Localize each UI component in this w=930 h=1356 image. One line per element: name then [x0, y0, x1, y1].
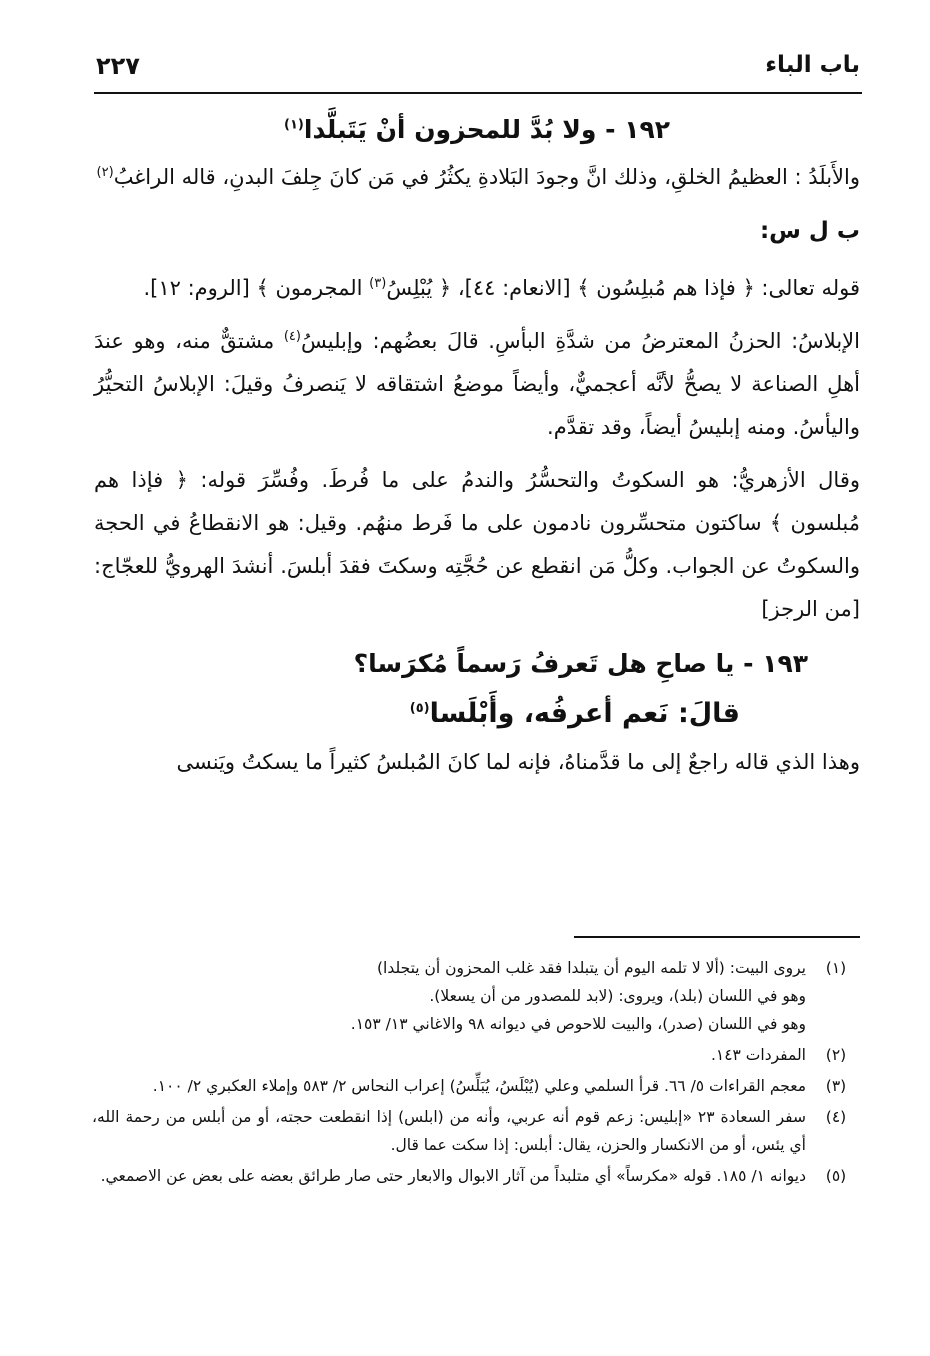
- iblas-paragraph-part-2: مشتقٌّ منه، وهو عندَ أهلِ الصناعة لا يصحُّ لأنَّه أعجميٌّ، وأيضاً موضعُ اشتقاقه لا يَنصرفُ وقيلَ: الإبلاسُ التحيُّرُ واليأسُ. ومنه إبليسُ أيضاً، وقد تقدَّم.: [94, 329, 860, 439]
- footnote-4: [92, 1103, 860, 1159]
- footnote-number: (١): [825, 959, 847, 977]
- running-head: [96, 52, 860, 92]
- header-divider: [94, 92, 862, 94]
- footnote-number: (٣): [825, 1077, 847, 1095]
- footnote-ref-2: (٢): [96, 165, 114, 180]
- footnote-number: (٥): [825, 1167, 847, 1185]
- entry-192-paragraph-text: والأَبلَدُ : العظيمُ الخلقِ، وذلك انَّ وجودَ البَلادةِ يكثُرُ في مَن كانَ جِلفَ البدنِ، قاله الراغبُ: [113, 165, 860, 189]
- footnote-ref-4: (٤): [283, 329, 301, 344]
- footnote-line: وهو في اللسان (صدر)، والبيت للاحوص في ديوانه ٩٨ والاغاني ١٣/ ١٥٣.: [350, 1015, 806, 1033]
- quran-paragraph-part-2: المجرمون ﴾ [الروم: ١٢].: [143, 276, 370, 300]
- footnote-number: (٤): [825, 1108, 847, 1126]
- footnote-2: [92, 1041, 860, 1069]
- footnote-ref-5: (٥): [409, 701, 430, 716]
- entry-193-verse-line-2-text: قالَ: نَعم أعرفُه، وأَبْلَسا: [429, 698, 740, 729]
- footnote-line: وهو في اللسان (بلد)، ويروى: (لابد للمصدور من أن يسعلا).: [429, 987, 806, 1005]
- iblas-paragraph-part-1: الإبلاسُ: الحزنُ المعترضُ من شدَّةِ البأسِ. قالَ بعضُهم: وإبليسُ: [300, 329, 860, 353]
- footnote-5: [92, 1162, 860, 1190]
- footnote-1: [92, 954, 860, 1038]
- entry-192-paragraph: [94, 156, 860, 199]
- azhari-paragraph: وقال الأزهريُّ: هو السكوتُ والتحسُّرُ والندمُ على ما فُرطَ. وفُسِّرَ قوله: ﴿ فإذا هم مُبلسون ﴾ ساكتون متحسِّرون نادمون على ما فَرط منهُم. وقيل: هو الانقطاعُ في الحجة والسكوتُ عن الجواب. وكلُّ مَن انقطع عن حُجَّتِه وسكتَ فقدَ أبلسَ. أنشدَ الهرويُّ للعجّاج: [من الرجز]: [94, 468, 860, 621]
- entry-193-verse-line-1: ١٩٣ - يا صاحِ هل تَعرفُ رَسماً مُكرَسا؟: [353, 649, 808, 678]
- footnote-line: معجم القراءات ٥/ ٦٦. قرأ السلمي وعلي (يُبْلَسُ، يُبَلِّسُ) إعراب النحاس ٢/ ٥٨٣ وإملاء العكبري ٢/ ١٠٠.: [152, 1077, 806, 1095]
- page-number: ٢٢٧: [96, 52, 140, 80]
- footnote-number: (٢): [825, 1046, 847, 1064]
- footnote-line: المفردات ١٤٣.: [710, 1046, 806, 1064]
- entry-193-verse-line-2: [94, 691, 740, 737]
- footnotes: [92, 954, 860, 1193]
- root-section-label: ب ل س:: [759, 218, 860, 244]
- main-text: [94, 108, 860, 794]
- footnote-3: [92, 1072, 860, 1100]
- footnote-ref-3: (٣): [369, 276, 387, 291]
- quran-paragraph-part-1: قوله تعالى: ﴿ فإذا هم مُبلِسُون ﴾ [الانعام: ٤٤]، ﴿ يُبْلِسُ: [386, 276, 860, 300]
- quran-paragraph: [94, 267, 860, 310]
- footnote-line: سفر السعادة ٢٣ «إبليس: زعم قوم أنه عربي، وأنه من (ابلس) إذا انقطعت حجته، أو من أبلس من رحمة الله، أي يئس، أو من الانكسار والحزن، يقال: أبلس: إذا سكت عما قال.: [92, 1108, 806, 1154]
- chapter-title: باب الباء: [765, 52, 860, 78]
- entry-192-heading: [94, 108, 860, 152]
- footnote-divider: [574, 936, 860, 938]
- iblas-paragraph: [94, 320, 860, 449]
- footnote-line: ديوانه ١/ ١٨٥. قوله «مكرساً» أي متلبداً من آثار الابوال والابعار حتى صار طرائق بعضه على بعض عن الاصمعي.: [100, 1167, 806, 1185]
- footnote-ref-1: (١): [284, 117, 304, 133]
- entry-192-heading-text: ١٩٢ - ولا بُدَّ للمحزون أنْ يَتَبلَّدا: [303, 115, 670, 144]
- footnote-line: يروى البيت: (ألا لا تلمه اليوم أن يتبلدا فقد غلب المحزون أن يتجلدا): [377, 959, 806, 977]
- entry-193-continuation: وهذا الذي قاله راجعٌ إلى ما قدَّمناهُ، فإنه لما كانَ المُبلسُ كثيراً ما يسكتُ ويَنسى: [176, 750, 860, 774]
